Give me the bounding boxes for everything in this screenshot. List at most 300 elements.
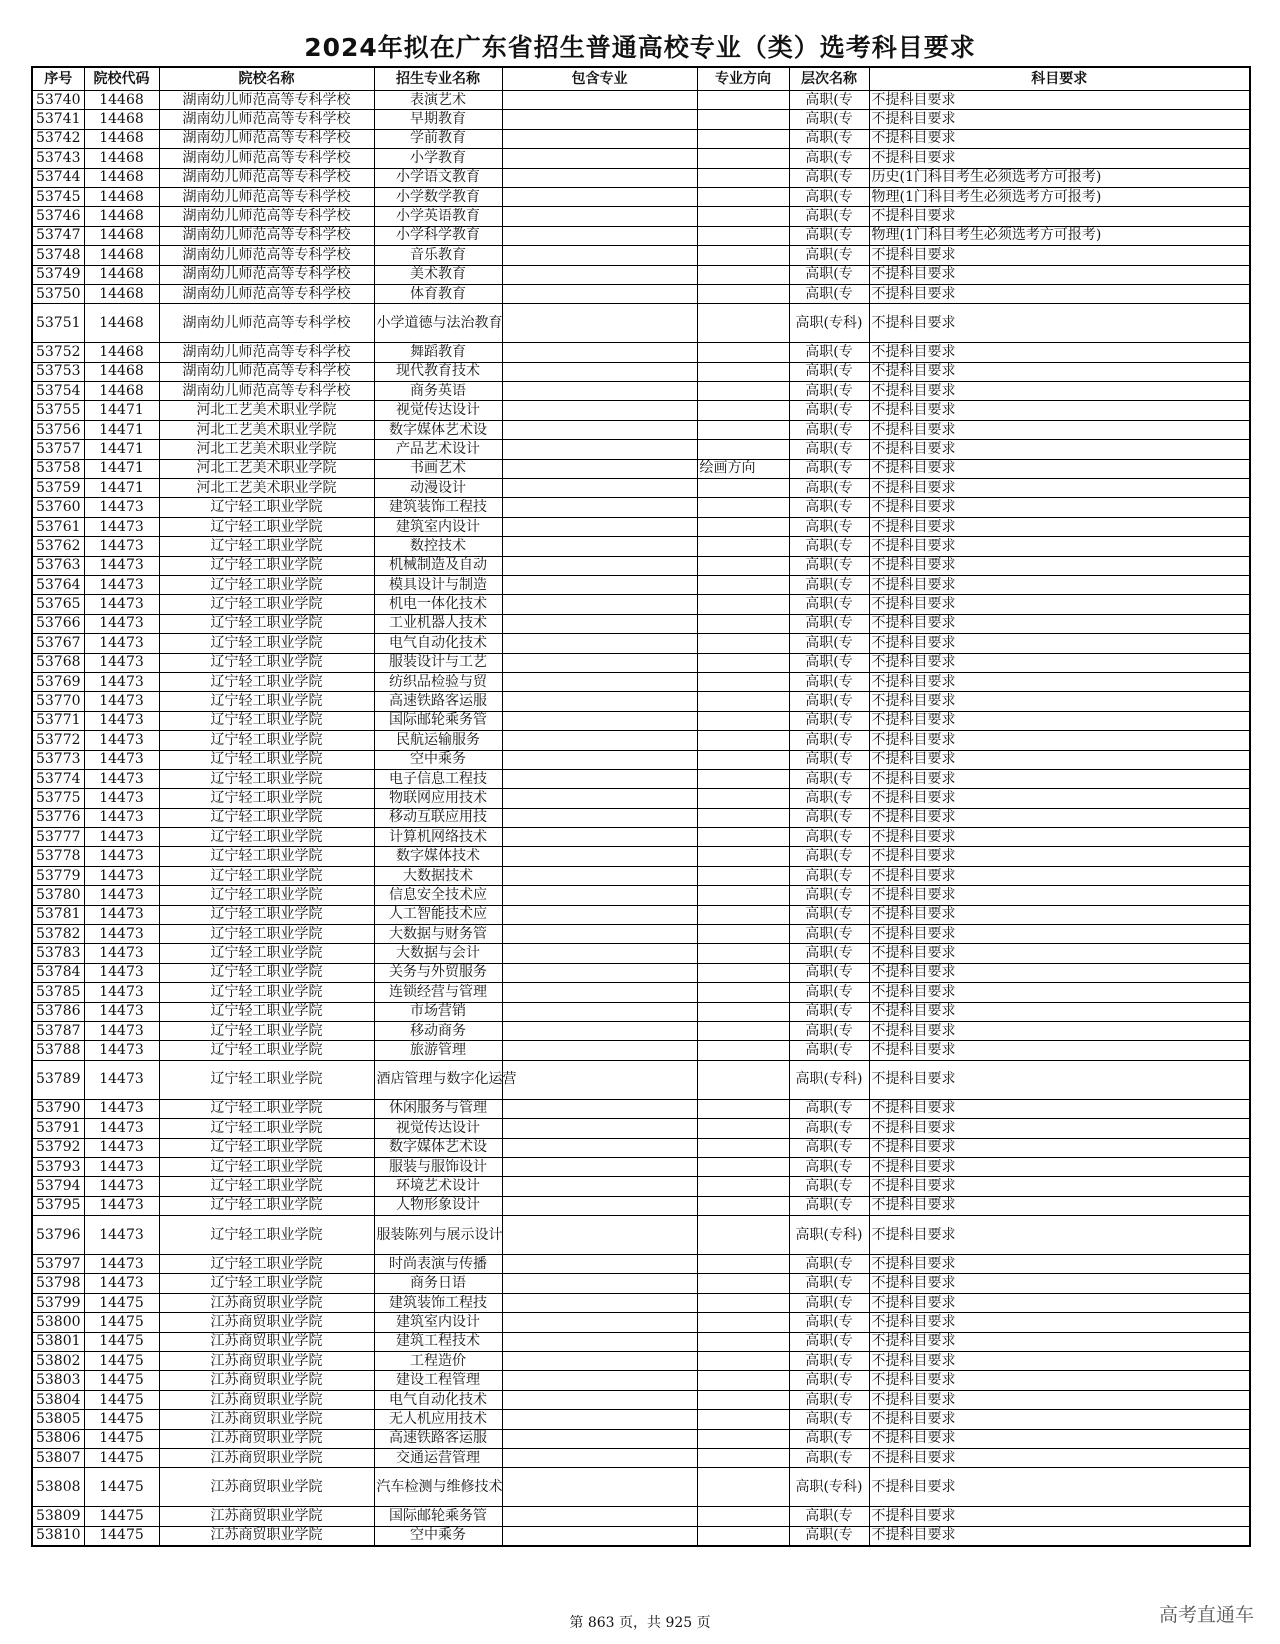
table-cell: 信息安全技术应 <box>374 886 502 905</box>
table-cell: 服装与服饰设计 <box>374 1157 502 1176</box>
table-cell <box>697 1429 789 1448</box>
table-cell <box>697 265 789 284</box>
table-cell: 小学数学教育 <box>374 187 502 206</box>
table-row <box>32 382 1250 401</box>
table-cell: 江苏商贸职业学院 <box>159 1429 374 1448</box>
table-cell: 物联网应用技术 <box>374 789 502 808</box>
table-cell <box>502 808 697 827</box>
table-row <box>32 343 1250 362</box>
table-cell <box>697 1041 789 1060</box>
table-row <box>32 963 1250 982</box>
table-cell: 53753 <box>32 362 84 381</box>
table-cell <box>502 1060 697 1099</box>
table-cell: 53772 <box>32 731 84 750</box>
table-cell: 湖南幼儿师范高等专科学校 <box>159 91 374 110</box>
table-cell: 53745 <box>32 187 84 206</box>
table-cell: 不提科目要求 <box>869 556 1250 575</box>
table-cell <box>502 517 697 536</box>
table-cell: 电子信息工程技 <box>374 769 502 788</box>
table-cell <box>697 149 789 168</box>
table-cell <box>502 1255 697 1274</box>
table-cell <box>697 672 789 691</box>
table-cell: 不提科目要求 <box>869 362 1250 381</box>
table-row <box>32 634 1250 653</box>
table-cell: 交通运营管理 <box>374 1449 502 1468</box>
table-cell <box>502 1099 697 1118</box>
table-cell <box>502 1429 697 1448</box>
table-row <box>32 187 1250 206</box>
table-cell: 不提科目要求 <box>869 110 1250 129</box>
table-cell <box>502 866 697 885</box>
table-cell: 14473 <box>84 1119 159 1138</box>
table-cell: 高职(专 <box>789 1507 869 1526</box>
table-cell: 高职(专 <box>789 207 869 226</box>
table-row <box>32 246 1250 265</box>
table-cell: 高职(专 <box>789 91 869 110</box>
table-cell: 53779 <box>32 866 84 885</box>
table-cell <box>502 1138 697 1157</box>
table-cell: 江苏商贸职业学院 <box>159 1293 374 1312</box>
table-cell: 14468 <box>84 284 159 303</box>
table-cell <box>697 362 789 381</box>
table-cell: 不提科目要求 <box>869 1371 1250 1390</box>
table-cell: 53764 <box>32 575 84 594</box>
table-cell <box>697 1332 789 1351</box>
table-cell <box>697 731 789 750</box>
table-cell: 不提科目要求 <box>869 1429 1250 1448</box>
table-cell: 旅游管理 <box>374 1041 502 1060</box>
table-cell: 小学科学教育 <box>374 226 502 245</box>
table-row <box>32 1410 1250 1429</box>
header-cell: 专业方向 <box>697 67 789 91</box>
table-cell: 高职(专 <box>789 1099 869 1118</box>
table-cell: 不提科目要求 <box>869 382 1250 401</box>
table-cell: 14471 <box>84 440 159 459</box>
header-cell: 院校名称 <box>159 67 374 91</box>
table-cell: 高职(专 <box>789 983 869 1002</box>
table-cell: 不提科目要求 <box>869 207 1250 226</box>
table-cell: 14468 <box>84 149 159 168</box>
table-cell: 高职(专 <box>789 1041 869 1060</box>
table-cell: 不提科目要求 <box>869 866 1250 885</box>
table-cell: 高职(专 <box>789 1119 869 1138</box>
table-cell: 不提科目要求 <box>869 711 1250 730</box>
table-cell <box>697 129 789 148</box>
table-cell: 不提科目要求 <box>869 149 1250 168</box>
table-cell: 辽宁轻工职业学院 <box>159 905 374 924</box>
table-row <box>32 110 1250 129</box>
table-row <box>32 1157 1250 1176</box>
table-cell: 14473 <box>84 1274 159 1293</box>
table-row <box>32 1041 1250 1060</box>
table-row <box>32 1507 1250 1526</box>
table-cell: 辽宁轻工职业学院 <box>159 1099 374 1118</box>
table-cell: 辽宁轻工职业学院 <box>159 886 374 905</box>
table-cell: 14473 <box>84 711 159 730</box>
table-cell <box>697 905 789 924</box>
table-cell: 14468 <box>84 343 159 362</box>
table-cell: 辽宁轻工职业学院 <box>159 692 374 711</box>
table-cell: 高职(专 <box>789 187 869 206</box>
table-cell <box>502 440 697 459</box>
table-cell: 不提科目要求 <box>869 808 1250 827</box>
table-cell: 不提科目要求 <box>869 983 1250 1002</box>
table-cell: 14473 <box>84 731 159 750</box>
table-cell: 人工智能技术应 <box>374 905 502 924</box>
table-cell <box>502 304 697 343</box>
table-cell: 机械制造及自动 <box>374 556 502 575</box>
table-cell: 14473 <box>84 1138 159 1157</box>
table-cell: 湖南幼儿师范高等专科学校 <box>159 129 374 148</box>
table-cell: 早期教育 <box>374 110 502 129</box>
table-cell: 不提科目要求 <box>869 265 1250 284</box>
table-cell: 工程造价 <box>374 1352 502 1371</box>
table-cell: 建筑装饰工程技 <box>374 1293 502 1312</box>
table-cell: 建筑工程技术 <box>374 1332 502 1351</box>
table-cell: 高职(专 <box>789 1429 869 1448</box>
table-cell: 高职(专科) <box>789 304 869 343</box>
table-cell: 高职(专 <box>789 149 869 168</box>
table-cell: 不提科目要求 <box>869 1021 1250 1040</box>
table-cell: 不提科目要求 <box>869 847 1250 866</box>
table-cell <box>502 246 697 265</box>
table-cell: 高职(专 <box>789 1332 869 1351</box>
table-cell <box>697 1216 789 1255</box>
table-cell <box>697 1371 789 1390</box>
table-cell <box>502 498 697 517</box>
table-cell <box>697 1313 789 1332</box>
table-cell <box>697 653 789 672</box>
table-cell: 移动互联应用技 <box>374 808 502 827</box>
table-cell <box>697 440 789 459</box>
table-cell: 53758 <box>32 459 84 478</box>
table-cell: 高职(专 <box>789 847 869 866</box>
table-row <box>32 1526 1250 1546</box>
table-cell: 53776 <box>32 808 84 827</box>
header-cell: 包含专业 <box>502 67 697 91</box>
table-cell: 不提科目要求 <box>869 1449 1250 1468</box>
table-cell: 江苏商贸职业学院 <box>159 1526 374 1546</box>
table-cell: 不提科目要求 <box>869 731 1250 750</box>
table-row <box>32 440 1250 459</box>
table-cell <box>502 828 697 847</box>
table-cell: 连锁经营与管理 <box>374 983 502 1002</box>
table-cell: 53805 <box>32 1410 84 1429</box>
table-cell: 53741 <box>32 110 84 129</box>
table-cell: 高职(专 <box>789 110 869 129</box>
table-cell <box>697 634 789 653</box>
table-cell <box>697 692 789 711</box>
table-cell: 高职(专 <box>789 886 869 905</box>
table-row <box>32 750 1250 769</box>
table-cell: 不提科目要求 <box>869 1216 1250 1255</box>
table-cell <box>697 420 789 439</box>
table-cell: 高职(专 <box>789 614 869 633</box>
table-cell: 辽宁轻工职业学院 <box>159 1274 374 1293</box>
table-cell: 14475 <box>84 1507 159 1526</box>
table-cell <box>502 1021 697 1040</box>
table-cell: 辽宁轻工职业学院 <box>159 711 374 730</box>
table-cell: 视觉传达设计 <box>374 1119 502 1138</box>
table-cell: 不提科目要求 <box>869 1060 1250 1099</box>
table-cell <box>502 1196 697 1215</box>
table-cell <box>697 1293 789 1312</box>
table-cell: 数字媒体艺术设 <box>374 1138 502 1157</box>
table-cell: 高速铁路客运服 <box>374 692 502 711</box>
table-cell: 53777 <box>32 828 84 847</box>
table-row <box>32 479 1250 498</box>
table-row <box>32 362 1250 381</box>
table-cell: 河北工艺美术职业学院 <box>159 440 374 459</box>
table-cell: 不提科目要求 <box>869 1352 1250 1371</box>
table-cell: 不提科目要求 <box>869 789 1250 808</box>
table-cell: 14473 <box>84 692 159 711</box>
table-row <box>32 1293 1250 1312</box>
table-cell: 53747 <box>32 226 84 245</box>
table-cell: 高职(专 <box>789 828 869 847</box>
table-cell: 53775 <box>32 789 84 808</box>
table-cell: 辽宁轻工职业学院 <box>159 769 374 788</box>
table-cell: 14471 <box>84 420 159 439</box>
table-cell <box>697 1526 789 1546</box>
table-cell: 湖南幼儿师范高等专科学校 <box>159 149 374 168</box>
table-cell: 53755 <box>32 401 84 420</box>
table-cell <box>697 963 789 982</box>
table-cell: 14473 <box>84 886 159 905</box>
table-cell: 不提科目要求 <box>869 653 1250 672</box>
table-cell: 电气自动化技术 <box>374 1390 502 1409</box>
table-row <box>32 711 1250 730</box>
table-cell: 14473 <box>84 847 159 866</box>
table-cell: 53767 <box>32 634 84 653</box>
table-cell <box>502 847 697 866</box>
table-cell: 14475 <box>84 1371 159 1390</box>
table-cell <box>697 517 789 536</box>
table-cell: 辽宁轻工职业学院 <box>159 1041 374 1060</box>
table-row <box>32 498 1250 517</box>
table-cell: 53800 <box>32 1313 84 1332</box>
table-cell: 高职(专 <box>789 343 869 362</box>
table-cell: 学前教育 <box>374 129 502 148</box>
table-cell: 辽宁轻工职业学院 <box>159 1255 374 1274</box>
table-row <box>32 537 1250 556</box>
table-row <box>32 1332 1250 1351</box>
header-cell: 招生专业名称 <box>374 67 502 91</box>
table-cell: 53744 <box>32 168 84 187</box>
table-cell: 不提科目要求 <box>869 1507 1250 1526</box>
table-cell <box>502 575 697 594</box>
table-cell: 辽宁轻工职业学院 <box>159 750 374 769</box>
table-row <box>32 265 1250 284</box>
table-cell <box>502 1002 697 1021</box>
table-cell: 不提科目要求 <box>869 1313 1250 1332</box>
table-cell: 不提科目要求 <box>869 1468 1250 1507</box>
table-cell <box>502 595 697 614</box>
table-cell: 高职(专 <box>789 284 869 303</box>
table-cell: 物理(1门科目考生必须选考方可报考) <box>869 187 1250 206</box>
table-cell <box>697 168 789 187</box>
table-row <box>32 866 1250 885</box>
table-cell: 湖南幼儿师范高等专科学校 <box>159 246 374 265</box>
table-row <box>32 517 1250 536</box>
table-cell: 不提科目要求 <box>869 1255 1250 1274</box>
table-cell: 高职(专 <box>789 1371 869 1390</box>
table-cell <box>502 983 697 1002</box>
table-cell: 不提科目要求 <box>869 1390 1250 1409</box>
table-cell: 纺织品检验与贸 <box>374 672 502 691</box>
table-cell: 高职(专 <box>789 653 869 672</box>
table-cell: 江苏商贸职业学院 <box>159 1468 374 1507</box>
table-cell: 高职(专 <box>789 517 869 536</box>
table-cell: 数字媒体艺术设 <box>374 420 502 439</box>
table-cell: 不提科目要求 <box>869 1196 1250 1215</box>
table-cell: 高职(专 <box>789 808 869 827</box>
table-cell: 14471 <box>84 479 159 498</box>
table-cell: 不提科目要求 <box>869 1157 1250 1176</box>
table-cell: 江苏商贸职业学院 <box>159 1352 374 1371</box>
table-cell: 高职(专 <box>789 711 869 730</box>
table-cell: 53768 <box>32 653 84 672</box>
table-cell: 53784 <box>32 963 84 982</box>
table-row <box>32 1429 1250 1448</box>
table-cell <box>697 343 789 362</box>
table-cell: 不提科目要求 <box>869 1293 1250 1312</box>
table-cell <box>697 1119 789 1138</box>
table-row <box>32 828 1250 847</box>
table-cell: 53742 <box>32 129 84 148</box>
table-cell <box>502 401 697 420</box>
table-cell <box>502 1216 697 1255</box>
table-cell: 环境艺术设计 <box>374 1177 502 1196</box>
table-cell: 不提科目要求 <box>869 886 1250 905</box>
table-cell <box>697 246 789 265</box>
table-header-row <box>32 67 1250 91</box>
table-cell: 14473 <box>84 944 159 963</box>
table-cell: 人物形象设计 <box>374 1196 502 1215</box>
table-cell: 14473 <box>84 614 159 633</box>
table-row <box>32 1216 1250 1255</box>
requirements-table <box>31 66 1251 1547</box>
table-cell <box>502 149 697 168</box>
table-cell: 53756 <box>32 420 84 439</box>
table-cell: 高职(专 <box>789 265 869 284</box>
table-cell: 53770 <box>32 692 84 711</box>
table-row <box>32 1002 1250 1021</box>
table-cell: 湖南幼儿师范高等专科学校 <box>159 382 374 401</box>
table-cell: 湖南幼儿师范高等专科学校 <box>159 284 374 303</box>
table-cell: 辽宁轻工职业学院 <box>159 789 374 808</box>
table-cell: 服装陈列与展示设计 <box>374 1216 502 1255</box>
table-cell: 53810 <box>32 1526 84 1546</box>
table-cell <box>697 1255 789 1274</box>
table-cell: 江苏商贸职业学院 <box>159 1313 374 1332</box>
table-cell: 14473 <box>84 1196 159 1215</box>
table-cell <box>697 983 789 1002</box>
table-row <box>32 595 1250 614</box>
table-row <box>32 905 1250 924</box>
table-cell: 高职(专 <box>789 1449 869 1468</box>
table-cell: 53740 <box>32 91 84 110</box>
table-cell: 53780 <box>32 886 84 905</box>
table-cell <box>502 1119 697 1138</box>
table-cell <box>697 110 789 129</box>
table-cell: 不提科目要求 <box>869 459 1250 478</box>
table-cell: 大数据技术 <box>374 866 502 885</box>
table-cell: 不提科目要求 <box>869 517 1250 536</box>
table-cell: 辽宁轻工职业学院 <box>159 653 374 672</box>
table-row <box>32 1313 1250 1332</box>
table-cell: 不提科目要求 <box>869 614 1250 633</box>
table-row <box>32 1274 1250 1293</box>
table-cell: 高职(专 <box>789 769 869 788</box>
table-cell: 不提科目要求 <box>869 1119 1250 1138</box>
table-cell: 53806 <box>32 1429 84 1448</box>
table-row <box>32 789 1250 808</box>
table-row <box>32 1177 1250 1196</box>
table-row <box>32 459 1250 478</box>
table-cell: 14468 <box>84 304 159 343</box>
table-cell <box>697 382 789 401</box>
table-cell: 空中乘务 <box>374 1526 502 1546</box>
table-cell: 14473 <box>84 905 159 924</box>
table-cell: 模具设计与制造 <box>374 575 502 594</box>
table-cell: 14475 <box>84 1293 159 1312</box>
table-cell <box>697 866 789 885</box>
table-cell: 53797 <box>32 1255 84 1274</box>
table-cell <box>697 1157 789 1176</box>
table-cell <box>502 343 697 362</box>
table-cell: 河北工艺美术职业学院 <box>159 459 374 478</box>
table-cell: 不提科目要求 <box>869 1332 1250 1351</box>
table-cell: 空中乘务 <box>374 750 502 769</box>
table-row <box>32 1099 1250 1118</box>
table-cell: 14468 <box>84 110 159 129</box>
table-cell <box>697 750 789 769</box>
table-cell: 高职(专 <box>789 595 869 614</box>
table-cell <box>502 1410 697 1429</box>
table-cell: 14468 <box>84 226 159 245</box>
table-row <box>32 1371 1250 1390</box>
table-row <box>32 731 1250 750</box>
table-cell: 14473 <box>84 556 159 575</box>
table-cell <box>502 207 697 226</box>
table-cell: 高职(专 <box>789 1255 869 1274</box>
table-cell: 高职(专 <box>789 731 869 750</box>
table-cell: 14471 <box>84 459 159 478</box>
table-cell: 湖南幼儿师范高等专科学校 <box>159 265 374 284</box>
table-cell: 不提科目要求 <box>869 498 1250 517</box>
table-cell: 辽宁轻工职业学院 <box>159 556 374 575</box>
header-cell: 层次名称 <box>789 67 869 91</box>
table-cell: 53783 <box>32 944 84 963</box>
table-cell: 高职(专 <box>789 1157 869 1176</box>
table-cell: 辽宁轻工职业学院 <box>159 847 374 866</box>
table-cell <box>697 1099 789 1118</box>
table-cell: 53809 <box>32 1507 84 1526</box>
table-cell <box>697 1021 789 1040</box>
table-cell: 江苏商贸职业学院 <box>159 1449 374 1468</box>
table-cell <box>502 1371 697 1390</box>
table-cell <box>502 1352 697 1371</box>
table-cell: 53766 <box>32 614 84 633</box>
table-cell: 14473 <box>84 750 159 769</box>
table-cell: 14473 <box>84 672 159 691</box>
table-cell: 江苏商贸职业学院 <box>159 1332 374 1351</box>
table-cell: 大数据与财务管 <box>374 925 502 944</box>
table-cell: 舞蹈教育 <box>374 343 502 362</box>
table-cell: 高职(专 <box>789 692 869 711</box>
table-cell: 14473 <box>84 1216 159 1255</box>
